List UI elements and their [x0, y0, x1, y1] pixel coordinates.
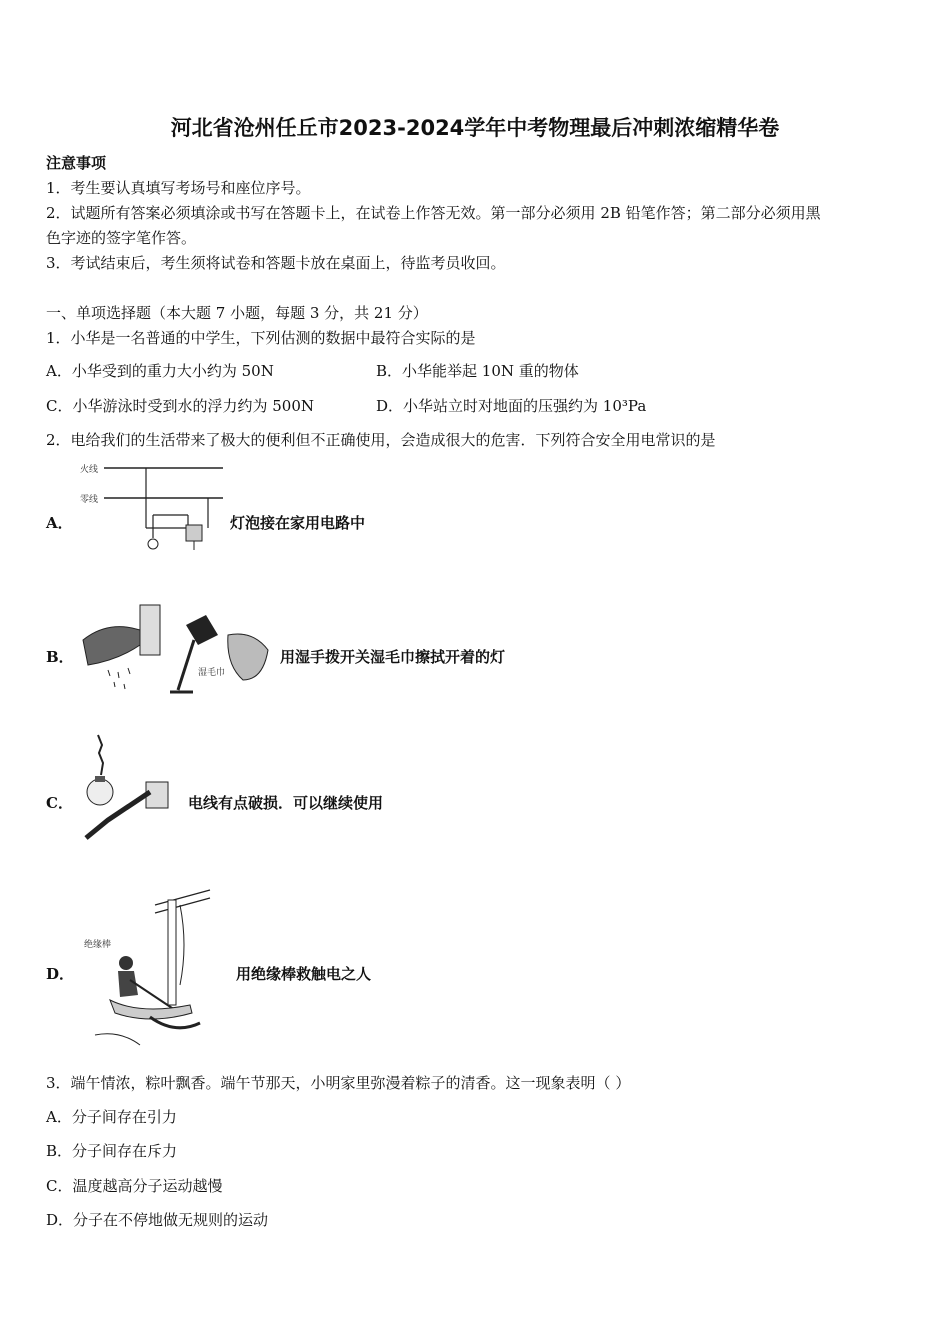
- notice-item-3: 3．考试结束后，考生须将试卷和答题卡放在桌面上，待监考员收回。: [46, 254, 506, 272]
- q3-option-d[interactable]: D．分子在不停地做无规则的运动: [46, 1211, 269, 1229]
- circuit-diagram-icon: [78, 460, 228, 560]
- q2-option-c-text[interactable]: 电线有点破损．可以继续使用: [188, 794, 384, 812]
- q1-option-d[interactable]: D．小华站立时对地面的压强约为 10³Pa: [376, 397, 647, 415]
- wet-towel-label: 湿毛巾: [198, 668, 226, 678]
- q3-option-b[interactable]: B．分子间存在斥力: [46, 1142, 178, 1160]
- q1-option-a[interactable]: A．小华受到的重力大小约为 50N: [46, 362, 274, 380]
- q2-option-b-letter[interactable]: B．: [46, 648, 74, 666]
- q2-option-c-letter[interactable]: C．: [46, 794, 73, 812]
- notice-item-1: 1．考生要认真填写考场号和座位序号。: [46, 179, 311, 197]
- q2-option-d-text[interactable]: 用绝缘棒救触电之人: [236, 965, 372, 983]
- q1-stem: 1．小华是一名普通的中学生，下列估测的数据中最符合实际的是: [46, 329, 476, 347]
- insulated-rod-rescue-icon: [80, 885, 220, 1050]
- neutral-wire-label: 零线: [80, 495, 99, 505]
- q2-stem: 2．电给我们的生活带来了极大的便利但不正确使用，会造成很大的危害．下列符合安全用电常识的是: [46, 431, 716, 449]
- live-wire-label: 火线: [80, 465, 99, 475]
- q3-option-c[interactable]: C．温度越高分子运动越慢: [46, 1177, 223, 1195]
- q1-option-b[interactable]: B．小华能举起 10N 重的物体: [376, 362, 579, 380]
- q2-option-b-text[interactable]: 用湿手拨开关湿毛巾擦拭开着的灯: [280, 648, 506, 666]
- wet-hand-switch-icon: [78, 600, 278, 700]
- damaged-wire-icon: [78, 730, 178, 845]
- q3-stem: 3．端午情浓，粽叶飘香。端午节那天，小明家里弥漫着粽子的清香。这一现象表明（ ）: [46, 1074, 631, 1092]
- notice-item-2: 2．试题所有答案必须填涂或书写在答题卡上，在试卷上作答无效。第一部分必须用 2B 铅笔作答；第二部分必须用黑: [46, 204, 821, 222]
- insulated-rod-label: 绝缘棒: [84, 940, 112, 950]
- q3-option-a[interactable]: A．分子间存在引力: [46, 1108, 177, 1126]
- q2-option-d-letter[interactable]: D．: [46, 965, 75, 983]
- section-heading: 一、单项选择题（本大题 7 小题，每题 3 分，共 21 分）: [46, 304, 428, 322]
- page-title: 河北省沧州任丘市2023-2024学年中考物理最后冲刺浓缩精华卷: [170, 116, 780, 140]
- notice-item-2-cont: 色字迹的签字笔作答。: [46, 229, 197, 247]
- q2-option-a-letter[interactable]: A．: [46, 514, 73, 532]
- notice-heading: 注意事项: [46, 154, 107, 172]
- q1-option-c[interactable]: C．小华游泳时受到水的浮力约为 500N: [46, 397, 315, 415]
- q2-option-a-text[interactable]: 灯泡接在家用电路中: [230, 514, 366, 532]
